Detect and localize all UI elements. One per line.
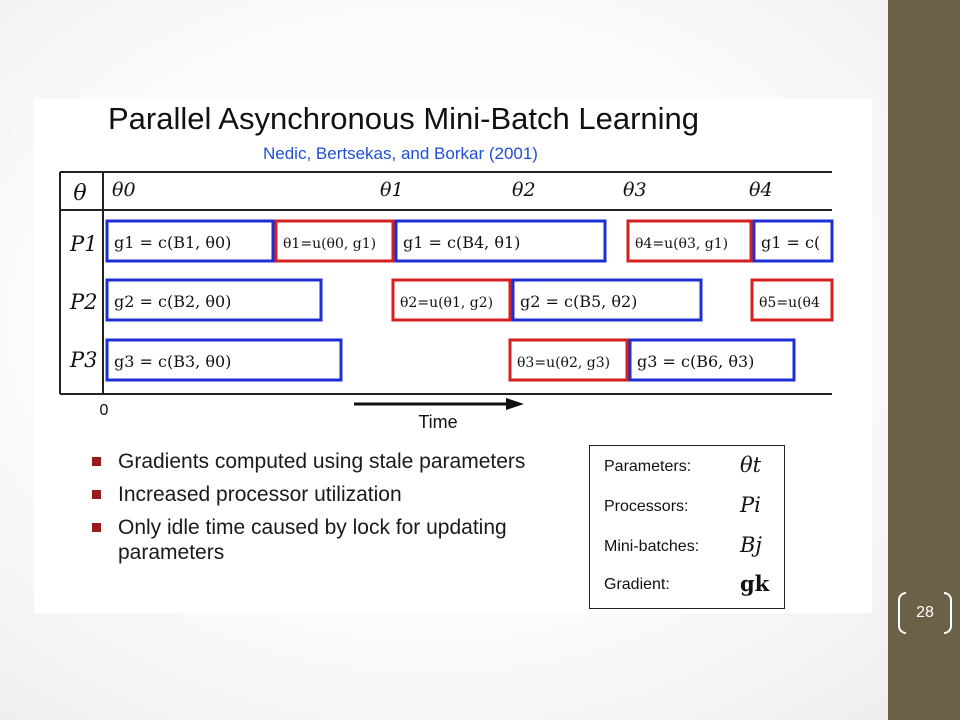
slide-content — [34, 99, 872, 613]
gradient-task-label: g3 = c(B3, θ0) — [114, 352, 232, 371]
slide-title: Parallel Asynchronous Mini-Batch Learning — [108, 101, 700, 136]
gradient-task-label: g2 = c(B5, θ2) — [520, 292, 638, 311]
theta-label-1: θ1 — [380, 179, 404, 201]
theta-label-3: θ3 — [623, 179, 647, 201]
theta-labels — [112, 179, 773, 201]
page-number-badge — [898, 592, 952, 634]
timeline-diagram — [34, 99, 872, 444]
theta-label-2: θ2 — [512, 179, 536, 201]
gradient-task-label: g1 = c(B4, θ1) — [403, 233, 521, 252]
gradient-task-label: g2 = c(B2, θ0) — [114, 292, 232, 311]
theta-header: θ — [73, 181, 87, 206]
origin-label: 0 — [99, 402, 109, 419]
legend-symbol-processors: Pi — [740, 493, 761, 517]
legend-label-mini-batches: Mini-batches: — [604, 538, 700, 555]
processor-label-1: P1 — [70, 232, 98, 256]
bullet-item: Only idle time caused by lock for updating parameters — [90, 515, 550, 565]
legend-symbol-mini-batches: Bj — [740, 533, 762, 557]
legend-label-processors: Processors: — [604, 498, 689, 515]
update-task-label: θ3=u(θ2, g3) — [517, 355, 611, 371]
bullet-item: Gradients computed using stale parameters — [90, 449, 550, 474]
right-bracket — [944, 592, 952, 634]
notation-legend — [589, 445, 785, 609]
slide-subtitle: Nedic, Bertsekas, and Borkar (2001) — [263, 144, 538, 163]
legend-label-gradient: Gradient: — [604, 576, 670, 593]
gradient-task-label: g1 = c(B1, θ0) — [114, 233, 232, 252]
update-task-label: θ2=u(θ1, g2) — [400, 295, 494, 311]
processor-label-3: P3 — [70, 348, 98, 372]
update-task-label: θ5=u(θ4 — [759, 295, 820, 311]
processor-labels — [69, 232, 98, 372]
theta-label-4: θ4 — [749, 179, 773, 201]
task-boxes — [107, 221, 832, 380]
legend-symbol-gradient: gk — [740, 571, 770, 596]
update-task-label: θ1=u(θ0, g1) — [283, 236, 377, 252]
left-bracket — [898, 592, 906, 634]
time-label: Time — [418, 412, 458, 432]
page-number: 28 — [916, 604, 934, 621]
update-task-label: θ4=u(θ3, g1) — [635, 236, 729, 252]
gradient-task-label: g3 = c(B6, θ3) — [637, 352, 755, 371]
processor-label-2: P2 — [70, 290, 98, 314]
theta-label-0: θ0 — [112, 179, 136, 201]
time-arrow-head — [506, 398, 524, 410]
bullet-list — [90, 449, 550, 573]
gradient-task-label: g1 = c( — [761, 233, 821, 252]
legend-label-parameters: Parameters: — [604, 458, 692, 475]
legend-symbol-parameters: θt — [740, 453, 762, 477]
bullet-item: Increased processor utilization — [90, 482, 550, 507]
